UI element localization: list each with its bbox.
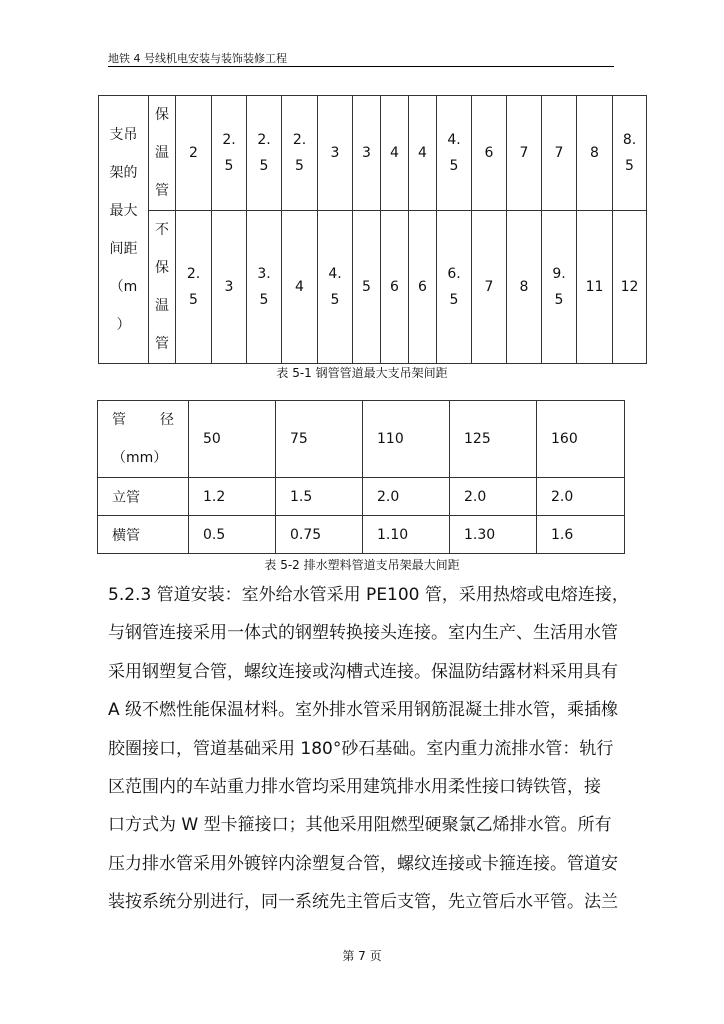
table-cell	[247, 96, 282, 211]
table-cell: 1.6	[537, 516, 625, 554]
drain-plastic-pipe-support-spacing-table	[97, 400, 625, 554]
row-label: 立管	[98, 478, 189, 516]
row-label	[149, 96, 176, 211]
cell-value: 6	[390, 279, 399, 295]
table-caption: 表 5-2 排水塑料管道支吊架最大间距	[264, 558, 460, 572]
cell-value: 8.5	[622, 132, 637, 174]
row-label-char: 温	[155, 145, 169, 161]
table-cell	[613, 211, 647, 364]
header-label-a: 管	[112, 412, 126, 428]
table-cell	[507, 211, 542, 364]
header-cell	[98, 401, 189, 478]
table-cell: 2.0	[450, 478, 537, 516]
table-cell	[318, 96, 353, 211]
cell-value: 2.5	[186, 266, 201, 308]
header-divider	[108, 66, 614, 67]
cell-value: 3	[224, 279, 234, 295]
cell-value: 7	[519, 145, 529, 161]
header-unit: （mm）	[112, 450, 168, 466]
body-paragraph	[108, 576, 638, 922]
table-cell	[507, 96, 542, 211]
table-cell	[577, 96, 613, 211]
cell-value: 2	[189, 145, 198, 161]
table-cell	[247, 211, 282, 364]
row-header-line: 间距	[109, 240, 138, 257]
table-cell: 0.5	[189, 516, 276, 554]
header-diameter: 125	[450, 401, 537, 478]
table-row	[99, 96, 647, 211]
cell-value: 5	[362, 279, 371, 295]
table-cell	[318, 211, 353, 364]
cell-value: 2.5	[222, 132, 236, 174]
table-cell	[613, 96, 647, 211]
row-header-line: （m	[109, 278, 138, 295]
row-label-char: 管	[155, 336, 169, 352]
paragraph-line: 采用钢塑复合管，螺纹连接或沟槽式连接。保温防结露材料采用具有	[108, 661, 618, 682]
page-header-title: 地铁 4 号线机电安装与装饰装修工程	[108, 52, 287, 65]
cell-value: 6.5	[447, 266, 461, 308]
cell-value: 2.5	[292, 132, 307, 174]
header-diameter: 110	[363, 401, 450, 478]
paragraph-line: 区范围内的车站重力排水管均采用建筑排水用柔性接口铸铁管，接	[108, 777, 601, 798]
row-label-char: 保	[155, 107, 169, 123]
paragraph-line: 压力排水管采用外镀锌内涂塑复合管，螺纹连接或卡箍连接。管道安	[108, 853, 618, 874]
paragraph-line: 5.2.3 管道安装：室外给水管采用 PE100 管，采用热熔或电熔连接，	[108, 585, 629, 605]
table-row	[98, 478, 625, 516]
table-cell	[176, 211, 212, 364]
table-cell	[176, 96, 212, 211]
cell-value: 12	[620, 279, 639, 295]
cell-value: 2.5	[257, 132, 271, 174]
table-cell	[409, 211, 437, 364]
cell-value: 4.5	[328, 266, 342, 308]
cell-value: 9.5	[552, 266, 566, 308]
table-cell	[381, 96, 409, 211]
paragraph-line: A 级不燃性能保温材料。室外排水管采用钢筋混凝土排水管，乘插橡	[108, 700, 619, 721]
table-cell	[381, 211, 409, 364]
table-cell	[472, 211, 507, 364]
steel-pipe-support-spacing-table	[98, 95, 647, 364]
row-header-line: 最大	[109, 202, 138, 219]
header-diameter: 160	[537, 401, 625, 478]
table-cell	[353, 211, 381, 364]
table-cell	[212, 96, 247, 211]
table-cell	[542, 96, 577, 211]
table-row	[98, 516, 625, 554]
table-cell	[282, 211, 318, 364]
cell-value: 8	[519, 279, 529, 295]
header-diameter: 50	[189, 401, 276, 478]
table-cell: 1.5	[276, 478, 363, 516]
table-cell	[472, 96, 507, 211]
row-label-char: 管	[155, 183, 169, 199]
row-label-char: 不	[155, 222, 169, 238]
table-cell	[437, 211, 472, 364]
table-cell: 0.75	[276, 516, 363, 554]
row-header-line: 架的	[109, 164, 138, 181]
table-cell	[409, 96, 437, 211]
row-label-char: 温	[155, 298, 169, 314]
page-number: 第 7 页	[342, 949, 382, 963]
row-group-header	[99, 96, 149, 364]
table-cell	[542, 211, 577, 364]
row-label-char: 保	[155, 260, 169, 276]
table-header-row	[98, 401, 625, 478]
table-cell	[353, 96, 381, 211]
cell-value: 4	[390, 145, 399, 161]
cell-value: 3.5	[257, 266, 271, 308]
table-cell: 1.2	[189, 478, 276, 516]
header-diameter: 75	[276, 401, 363, 478]
paragraph-line: 装按系统分别进行，同一系统先主管后支管，先立管后水平管。法兰	[108, 892, 618, 913]
row-label	[149, 211, 176, 364]
cell-value: 11	[585, 279, 604, 295]
table-cell	[577, 211, 613, 364]
header-label-b: 径	[160, 412, 174, 428]
cell-value: 4	[295, 279, 304, 295]
table-cell	[282, 96, 318, 211]
cell-value: 3	[330, 145, 340, 161]
row-label: 横管	[98, 516, 189, 554]
table-cell	[212, 211, 247, 364]
cell-value: 7	[484, 279, 494, 295]
table-cell: 1.10	[363, 516, 450, 554]
table-cell: 1.30	[450, 516, 537, 554]
cell-value: 3	[362, 145, 371, 161]
row-header-line: ）	[116, 316, 131, 333]
paragraph-line: 与钢管连接采用一体式的钢塑转换接头连接。室内生产、生活用水管	[108, 623, 618, 644]
paragraph-line: 胶圈接口，管道基础采用 180°砂石基础。室内重力流排水管：轨行	[108, 738, 614, 759]
cell-value: 6	[418, 279, 427, 295]
table-row	[99, 211, 647, 364]
table-cell: 2.0	[537, 478, 625, 516]
row-header-line: 支吊	[109, 126, 138, 143]
table-caption: 表 5-1 钢管管道最大支吊架间距	[276, 366, 448, 380]
table-cell	[437, 96, 472, 211]
cell-value: 7	[554, 145, 564, 161]
table-cell: 2.0	[363, 478, 450, 516]
paragraph-line: 口方式为 W 型卡箍接口；其他采用阻燃型硬聚氯乙烯排水管。所有	[108, 815, 612, 836]
cell-value: 4	[418, 145, 427, 161]
cell-value: 6	[484, 145, 494, 161]
cell-value: 4.5	[447, 132, 461, 174]
cell-value: 8	[590, 145, 599, 161]
